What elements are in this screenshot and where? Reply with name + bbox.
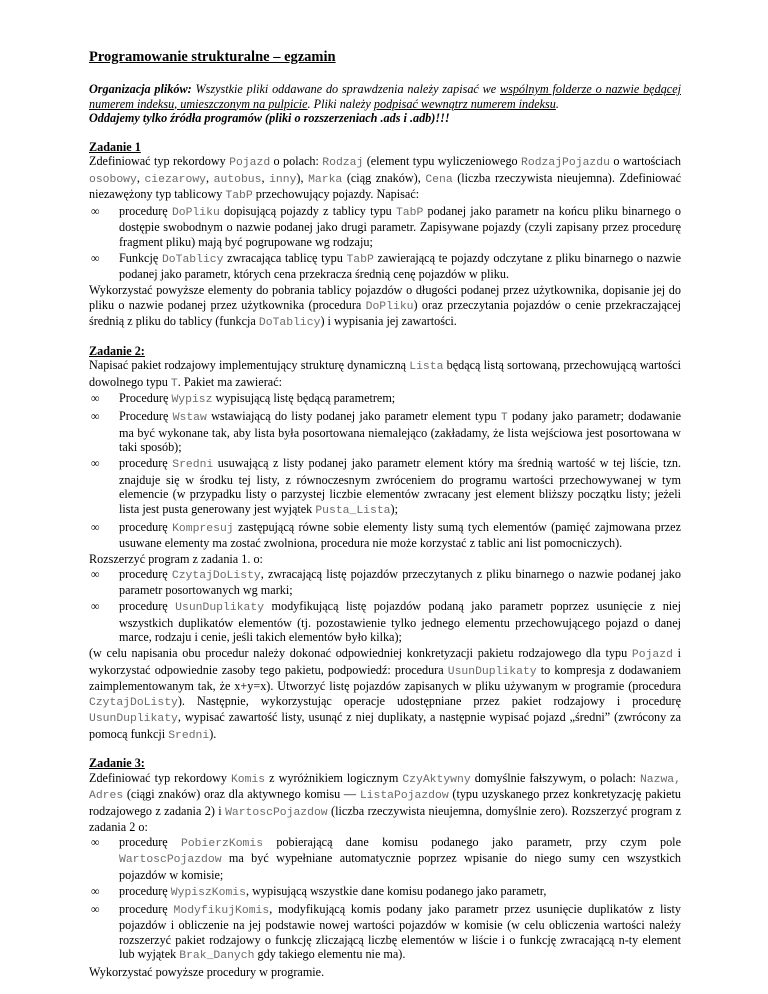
code-token: UsunDuplikaty bbox=[447, 665, 537, 678]
code-token: Wypisz bbox=[171, 394, 213, 406]
list-item bbox=[89, 456, 681, 518]
text-run: procedurę bbox=[119, 599, 176, 613]
task-2-list bbox=[89, 391, 681, 551]
text-run: ). Następnie, wykorzystując operacje udostępniane przez pakiet rodzajowy i procedurę bbox=[177, 693, 681, 708]
text-run: modyfikującą listę pojazdów podaną jako parametr poprzez usunięcie z niej wszystkich duplikatów elementów (tj. pozostawienie tylko jednego elementu przechowującego pojazd o danej marce, rodzaju i cenie, jeśli takich elementów było kilka); bbox=[119, 599, 681, 644]
text-run: Zdefiniować typ rekordowy bbox=[89, 770, 231, 785]
text-run: przechowujący pojazdy. Napisać: bbox=[252, 187, 420, 201]
infinity-bullet-icon: ∞ bbox=[91, 901, 100, 916]
code-token: Pojazd bbox=[631, 649, 673, 661]
text-run: procedurę bbox=[119, 456, 173, 470]
code-token: ListaPojazdow bbox=[359, 790, 449, 802]
list-item bbox=[89, 391, 681, 408]
text-run: (w celu napisania obu procedur należy dokonać odpowiedniej konkretyzacji pakietu rodzajowego dla typu bbox=[89, 646, 632, 660]
infinity-bullet-icon: ∞ bbox=[91, 883, 100, 898]
text-run: . Pakiet ma zawierać: bbox=[177, 374, 282, 389]
code-token: DoPliku bbox=[365, 300, 414, 313]
task-1-summary bbox=[89, 283, 681, 331]
code-token: Wstaw bbox=[172, 412, 207, 424]
code-token: autobus bbox=[213, 173, 262, 186]
text-run: zastępującą równe sobie elementy listy sumą tych elementów (pamięć zajmowana przez usuwane elementy ma zostać zwolniona, procedura nie może korzystać z tablic ani list pomocniczych). bbox=[119, 519, 681, 550]
text-run: wypisującą listę będącą parametrem; bbox=[212, 391, 396, 405]
org-note bbox=[89, 82, 681, 126]
infinity-bullet-icon: ∞ bbox=[91, 456, 100, 470]
code-token: Kompresuj bbox=[172, 522, 234, 535]
infinity-bullet-icon: ∞ bbox=[91, 409, 100, 423]
code-token: CzyAktywny bbox=[402, 773, 471, 786]
text-run: zwracająca tablicę typu bbox=[223, 250, 347, 265]
text-run: o polach: bbox=[270, 154, 323, 168]
list-item bbox=[89, 251, 681, 282]
code-token: Nazwa, Adres bbox=[89, 773, 681, 802]
text-run: procedurę bbox=[119, 834, 182, 849]
page-title: Programowanie strukturalne – egzamin bbox=[89, 49, 336, 65]
text-run: Napisać pakiet rodzajowy implementujący strukturę dynamiczną bbox=[89, 358, 410, 372]
text-run: Procedurę bbox=[119, 409, 173, 423]
text-run: wstawiającą do listy podanej jako parametr element typu bbox=[206, 409, 501, 423]
text-run: podany jako parametr; dodawanie ma być wykonane tak, aby lista była posortowana niemalejąco (zakładamy, że lista wejściowa jest posortowana w taki sposób); bbox=[119, 409, 682, 454]
text-run: Wykorzystać powyższe procedury w programie. bbox=[89, 965, 325, 979]
task-3-title: Zadanie 3: bbox=[89, 756, 145, 770]
text-run: , wypisać zawartość listy, usunąć z niej duplikaty, a następnie wypisać pojazd „średni” (zwrócony za pomocą funkcji bbox=[89, 710, 681, 741]
text-run: procedurę bbox=[119, 901, 174, 916]
org-last-line: Oddajemy tylko źródła programów (pliki o rozszerzeniach .ads i .adb)!!! bbox=[89, 111, 450, 125]
text-run: (ciąg znaków), bbox=[342, 170, 426, 185]
task-1 bbox=[89, 140, 681, 331]
infinity-bullet-icon: ∞ bbox=[91, 250, 100, 265]
code-token: WartoscPojazdow bbox=[225, 806, 328, 819]
text-run: , wypisującą wszystkie dane komisu podanego jako parametr, bbox=[245, 883, 547, 898]
text-run: , bbox=[206, 170, 214, 185]
task-3 bbox=[89, 756, 681, 980]
text-run: Wykorzystać powyższe elementy do pobrania tablicy pojazdów o długości podanej przez użytkownika, dopisanie jej do pliku o nazwie podanej przez użytkownika (procedura bbox=[89, 283, 681, 312]
text-run: ); bbox=[390, 501, 398, 516]
code-token: WartoscPojazdow bbox=[119, 854, 222, 866]
text-run: , bbox=[136, 170, 145, 185]
infinity-bullet-icon: ∞ bbox=[91, 599, 100, 613]
code-token: osobowy bbox=[89, 173, 137, 186]
code-token: T bbox=[500, 412, 508, 424]
task-3-summary bbox=[89, 965, 681, 980]
code-token: Pojazd bbox=[229, 157, 271, 169]
task-1-intro bbox=[89, 154, 681, 204]
text-run: to kompresja z dodawaniem zaimplementowanym tak, że x+y=x). Utworzyć listę pojazdów zapisanych w pliku używanym w programie (procedura bbox=[89, 662, 681, 693]
list-item bbox=[89, 835, 681, 883]
text-run: ) i wypisania jej zawartości. bbox=[320, 314, 457, 328]
text-run: Zdefiniować typ rekordowy bbox=[89, 154, 230, 168]
list-item bbox=[89, 409, 681, 455]
list-item bbox=[89, 902, 681, 964]
text-run: (ciągi znaków) oraz dla aktywnego komisu — bbox=[123, 787, 360, 801]
task-2-intro bbox=[89, 358, 681, 391]
task-1-list bbox=[89, 204, 681, 282]
text-run: ma być wypełniane automatycznie poprzez wpisanie do niego sumy cen wszystkich pojazdów w komisie; bbox=[119, 851, 681, 882]
code-token: PobierzKomis bbox=[181, 837, 264, 850]
infinity-bullet-icon: ∞ bbox=[91, 834, 100, 849]
text-run: usuwającą z listy podanej jako parametr element który ma średnią wartość w tej liście, tzn. znajduje się w środku tej listy, z równoczesnym zwróceniem do programu wartości przechowywanej w tym elemencie (w przypadku listy o parzystej liczbie elementów zwracany jest element bliższy początku listy; jeżeli lista jest pusta generowany jest wyjątek bbox=[119, 456, 681, 516]
code-token: DoTablicy bbox=[258, 317, 321, 329]
org-text-1: Wszystkie pliki oddawane do sprawdzenia należy zapisać we bbox=[191, 82, 500, 96]
infinity-bullet-icon: ∞ bbox=[91, 203, 100, 218]
infinity-bullet-icon: ∞ bbox=[91, 566, 100, 581]
code-token: TabP bbox=[395, 206, 424, 219]
code-token: ModyfikujKomis bbox=[173, 904, 270, 917]
task-3-intro bbox=[89, 771, 681, 835]
org-text-2: . Pliki należy bbox=[307, 96, 374, 111]
text-run: procedurę bbox=[119, 566, 172, 581]
task-2-summary bbox=[89, 646, 681, 743]
text-run: (element typu wyliczeniowego bbox=[363, 154, 522, 168]
code-token: Sredni bbox=[168, 729, 210, 742]
text-run: Procedurę bbox=[119, 391, 172, 405]
text-run: i wykorzystać odpowiednie zasoby tego pakietu, podpowiedź: procedura bbox=[89, 646, 682, 677]
text-run: Funkcję bbox=[119, 250, 162, 265]
code-token: Komis bbox=[230, 773, 266, 786]
code-token: DoPliku bbox=[171, 206, 220, 219]
code-token: Lista bbox=[409, 361, 444, 373]
code-token: CzytajDoListy bbox=[89, 696, 178, 709]
code-token: Sredni bbox=[172, 459, 214, 471]
org-text-3: . bbox=[555, 96, 559, 111]
task-1-title: Zadanie 1 bbox=[89, 139, 141, 154]
text-run: pobierającą dane komisu podanego jako parametr, przy czym pole bbox=[263, 834, 681, 849]
text-run: , bbox=[261, 170, 270, 185]
code-token: T bbox=[170, 377, 178, 390]
text-run: podanej jako parametr na końcu pliku binarnego o dostępie swobodnym o nazwie podanej jako drugi parametr. Zapisywane pojazdy (czyli zapisany przez procedurę fragment pliku) mają być pogrupowane wg rodzaju; bbox=[119, 203, 681, 249]
code-token: Rodzaj bbox=[322, 157, 364, 169]
code-token: inny bbox=[269, 173, 297, 186]
code-token: Brak_Danych bbox=[179, 950, 255, 962]
code-token: WypiszKomis bbox=[170, 886, 246, 899]
code-token: CzytajDoListy bbox=[171, 569, 261, 582]
code-token: RodzajPojazdu bbox=[521, 157, 610, 169]
code-token: UsunDuplikaty bbox=[175, 602, 265, 614]
org-label: Organizacja plików: bbox=[89, 82, 192, 96]
list-item bbox=[89, 599, 681, 645]
task-2 bbox=[89, 344, 681, 744]
task-2-list-2 bbox=[89, 567, 681, 645]
code-token: Marka bbox=[308, 173, 343, 186]
exam-page bbox=[89, 48, 681, 993]
text-run: z wyróżnikiem logicznym bbox=[265, 770, 403, 785]
text-run: (liczba rzeczywista nieujemna). Zdefiniować niezawężony typ tablicowy bbox=[89, 170, 682, 201]
text-run: ). bbox=[209, 726, 217, 741]
text-run: gdy takiego elementu nie ma). bbox=[254, 947, 406, 961]
code-token: Cena bbox=[425, 173, 453, 186]
text-run: o wartościach bbox=[609, 154, 681, 168]
code-token: Pusta_Lista bbox=[315, 504, 391, 517]
text-run: ), bbox=[296, 170, 309, 185]
code-token: ciezarowy bbox=[144, 173, 206, 186]
org-underline-1: wspólnym folderze o nazwie będącej numerem indeksu, umieszczonym na pulpicie bbox=[89, 82, 681, 111]
text-run: zawierającą te pojazdy odczytane z pliku binarnego o nazwie podanej jako parametr, których cena przekracza średnią cenę pojazdów w pliku. bbox=[119, 250, 681, 281]
text-run: , zwracającą listę pojazdów przeczytanych z pliku binarnego o nazwie podanej jako parametr posortowanych wg marki; bbox=[119, 566, 681, 597]
org-underline-2: podpisać wewnątrz numerem indeksu bbox=[373, 96, 556, 111]
text-run: Rozszerzyć program z zadania 1. o: bbox=[89, 552, 263, 566]
text-run: procedurę bbox=[119, 883, 171, 898]
infinity-bullet-icon: ∞ bbox=[91, 519, 100, 534]
text-run: domyślnie fałszywym, o polach: bbox=[470, 770, 640, 785]
code-token: DoTablicy bbox=[161, 253, 224, 266]
text-run: procedurę bbox=[119, 203, 172, 218]
task-2-title: Zadanie 2: bbox=[89, 343, 145, 358]
code-token: UsunDuplikaty bbox=[89, 713, 178, 725]
text-run: (typu uzyskanego przez konkretyzację pakietu rodzajowego z zadania 2) i bbox=[89, 787, 682, 818]
infinity-bullet-icon: ∞ bbox=[91, 391, 100, 405]
text-run: , modyfikującą komis podany jako parametr przez usunięcie duplikatów z listy pojazdów i obliczenie na jej podstawie nowej wartości pojazdów w komisie (w celu obliczenia wartości należy rozszerzyć pakiet rodzajowy o funkcję zliczającą liczbę elementów w liście i o funkcję zwracającą n-ty element lub wyjątek bbox=[119, 901, 681, 961]
text-run: będącą listą sortowaną, przechowującą wartości dowolnego typu bbox=[89, 358, 681, 389]
list-item bbox=[89, 204, 681, 250]
list-item bbox=[89, 567, 681, 598]
task-3-list bbox=[89, 835, 681, 964]
code-token: TabP bbox=[346, 253, 374, 266]
list-item bbox=[89, 520, 681, 551]
text-run: ) oraz przeczytania pojazdów o cenie przekraczającej średnią z pliku do tablicy (funkcja bbox=[89, 297, 681, 328]
task-2-extend bbox=[89, 552, 681, 567]
code-token: TabP bbox=[225, 190, 253, 202]
text-run: dopisującą pojazdy z tablicy typu bbox=[219, 203, 396, 218]
list-item bbox=[89, 884, 681, 901]
text-run: (liczba rzeczywista nieujemna, domyślnie zero). Rozszerzyć program z zadania 2 o: bbox=[89, 803, 681, 834]
text-run: procedurę bbox=[119, 519, 173, 534]
